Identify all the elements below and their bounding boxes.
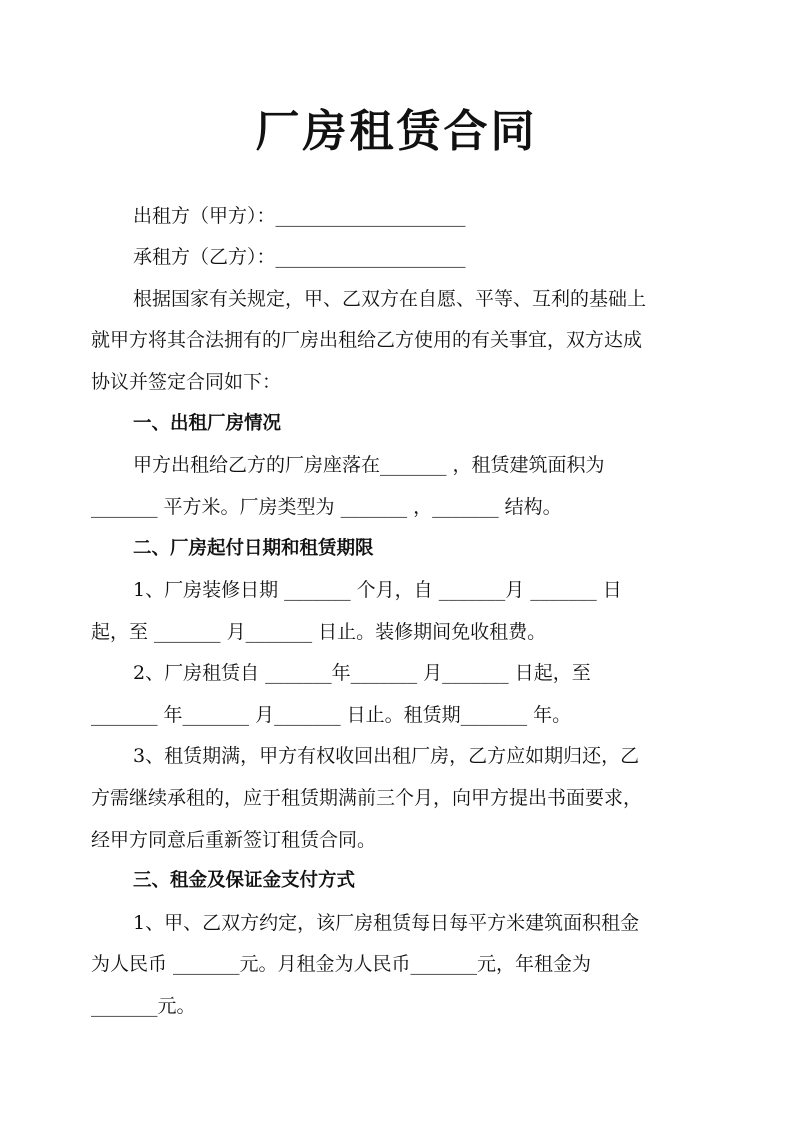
preamble-line-3: 协议并签定合同如下： <box>91 371 282 393</box>
document-title: 厂房租赁合同 <box>255 106 538 157</box>
section1-line-2: _______ 平方米。厂房类型为 _______ ，_______ 结构。 <box>91 496 562 518</box>
section1-line-1: 甲方出租给乙方的厂房座落在_______ ，租赁建筑面积为 <box>133 454 605 476</box>
clause-2-1-line-1: 1、厂房装修日期 _______ 个月，自 _______月 _______ 日 <box>133 579 622 601</box>
clause-3-1-line-2: 为人民币 _______元。月租金为人民币_______元，年租金为 <box>91 953 592 975</box>
preamble-line-2: 就甲方将其合法拥有的厂房出租给乙方使用的有关事宜，双方达成 <box>91 329 643 351</box>
clause-2-3-line-2: 方需继续承租的，应于租赁期满前三个月，向甲方提出书面要求， <box>91 787 643 809</box>
lessee-line: 承租方（乙方）：____________________ <box>133 246 466 268</box>
clause-3-1-line-1: 1、甲、乙双方约定，该厂房租赁每日每平方米建筑面积租金 <box>133 912 640 934</box>
clause-2-3-line-1: 3、租赁期满，甲方有权收回出租厂房，乙方应如期归还，乙 <box>133 745 640 767</box>
clause-2-2-line-2: _______ 年_______ 月_______ 日止。租赁期_______ 年。 <box>91 704 572 726</box>
clause-2-1-line-2: 起，至 _______ 月_______ 日止。装修期间免收租费。 <box>91 621 547 643</box>
clause-3-1-line-3: _______元。 <box>91 995 196 1017</box>
section-heading-2: 二、厂房起付日期和租赁期限 <box>133 538 374 559</box>
lessor-line: 出租方（甲方）：____________________ <box>133 205 466 227</box>
clause-2-2-line-1: 2、厂房租赁自 _______年_______ 月_______ 日起，至 <box>133 662 591 684</box>
section-heading-1: 一、出租厂房情况 <box>133 413 282 434</box>
section-heading-3: 三、租金及保证金支付方式 <box>133 870 356 891</box>
clause-2-3-line-3: 经甲方同意后重新签订租赁合同。 <box>91 829 377 851</box>
preamble-line-1: 根据国家有关规定，甲、乙双方在自愿、平等、互利的基础上 <box>133 288 647 310</box>
